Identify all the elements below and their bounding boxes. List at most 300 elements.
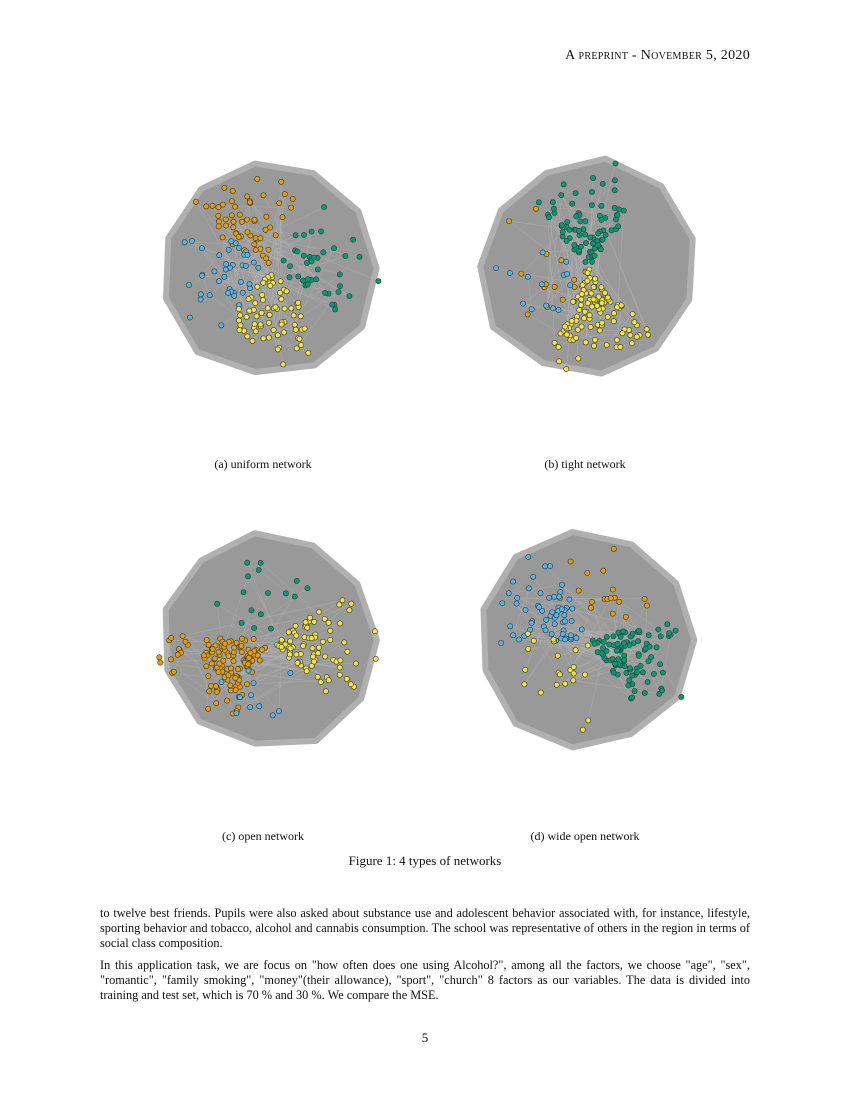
network-node — [309, 636, 314, 641]
network-node — [216, 213, 221, 218]
network-node — [304, 669, 309, 674]
network-node — [297, 336, 302, 341]
network-node — [596, 231, 601, 236]
network-node — [206, 674, 211, 679]
network-node — [224, 262, 229, 267]
network-node — [215, 601, 220, 606]
network-node — [560, 631, 565, 636]
network-node — [556, 307, 561, 312]
network-node — [499, 640, 504, 645]
network-node — [562, 613, 567, 618]
network-node — [239, 636, 244, 641]
network-node — [266, 320, 271, 325]
network-node — [630, 311, 635, 316]
network-node — [580, 283, 585, 288]
network-node — [599, 203, 604, 208]
network-node — [307, 615, 312, 620]
network-node — [250, 338, 255, 343]
network-node — [591, 175, 596, 180]
network-node — [645, 679, 650, 684]
network-node — [301, 643, 306, 648]
network-node — [574, 214, 579, 219]
network-node — [318, 680, 323, 685]
network-node — [226, 673, 231, 678]
network-node — [244, 217, 249, 222]
network-node — [634, 670, 639, 675]
network-node — [246, 668, 251, 673]
network-node — [590, 241, 595, 246]
network-node — [238, 279, 243, 284]
network-node — [546, 215, 551, 220]
network-node — [265, 306, 270, 311]
network-node — [322, 204, 327, 209]
network-node — [198, 297, 203, 302]
network-node — [622, 664, 627, 669]
network-node — [572, 277, 577, 282]
network-node — [293, 623, 298, 628]
network-node — [200, 273, 205, 278]
network-node — [632, 689, 637, 694]
network-node — [511, 633, 516, 638]
network-node — [228, 666, 233, 671]
network-node — [578, 244, 583, 249]
network-node — [206, 706, 211, 711]
network-node — [564, 238, 569, 243]
network-node — [258, 612, 263, 617]
network-node — [618, 634, 623, 639]
network-node — [679, 694, 684, 699]
network-node — [373, 656, 378, 661]
network-node — [665, 622, 670, 627]
network-node — [658, 634, 663, 639]
network-node — [656, 627, 661, 632]
network-node — [241, 590, 246, 595]
network-node — [258, 560, 263, 565]
network-node — [623, 614, 628, 619]
network-node — [592, 253, 597, 258]
network-node — [589, 259, 594, 264]
subcaption-a: (a) uniform network — [214, 457, 312, 471]
network-node — [551, 206, 556, 211]
network-node — [564, 366, 569, 371]
network-node — [519, 271, 524, 276]
network-node — [236, 307, 241, 312]
network-node — [576, 356, 581, 361]
network-node — [544, 617, 549, 622]
network-node — [627, 678, 632, 683]
network-node — [611, 546, 616, 551]
network-node — [237, 328, 242, 333]
network-node — [645, 332, 650, 337]
network-node — [589, 599, 594, 604]
network-node — [216, 650, 221, 655]
network-node — [238, 323, 243, 328]
network-node — [357, 254, 362, 259]
network-node — [526, 646, 531, 651]
network-node — [580, 727, 585, 732]
network-node — [315, 674, 320, 679]
network-node — [253, 329, 258, 334]
network-node — [507, 270, 512, 275]
network-node — [298, 314, 303, 319]
network-node — [294, 652, 299, 657]
network-node — [579, 297, 584, 302]
network-node — [323, 654, 328, 659]
network-node — [630, 631, 635, 636]
network-node — [237, 212, 242, 217]
network-node — [603, 232, 608, 237]
network-node — [563, 681, 568, 686]
network-node — [585, 570, 590, 575]
network-node — [529, 620, 534, 625]
network-node — [574, 335, 579, 340]
network-node — [587, 313, 592, 318]
network-node — [552, 622, 557, 627]
network-node — [266, 247, 271, 252]
network-node — [523, 607, 528, 612]
network-node — [616, 657, 621, 662]
network-node — [251, 681, 256, 686]
network-node — [578, 302, 583, 307]
network-node — [252, 322, 257, 327]
network-node — [372, 629, 377, 634]
network-node — [585, 278, 590, 283]
network-node — [210, 646, 215, 651]
figure-caption: Figure 1: 4 types of networks — [348, 853, 502, 868]
network-node — [507, 219, 512, 224]
network-node — [279, 644, 284, 649]
network-node — [239, 644, 244, 649]
network-node — [264, 214, 269, 219]
network-node — [279, 179, 284, 184]
network-node — [537, 605, 542, 610]
network-node — [320, 639, 325, 644]
network-node — [210, 203, 215, 208]
network-node — [642, 690, 647, 695]
network-node — [559, 582, 564, 587]
network-node — [261, 336, 266, 341]
network-node — [253, 301, 258, 306]
network-node — [268, 283, 273, 288]
network-node — [500, 601, 505, 606]
network-node — [340, 598, 345, 603]
network-node — [305, 586, 310, 591]
network-node — [595, 303, 600, 308]
network-node — [249, 608, 254, 613]
network-node — [246, 655, 251, 660]
network-node — [525, 631, 530, 636]
network-node — [609, 228, 614, 233]
network-node — [561, 182, 566, 187]
network-node — [563, 619, 568, 624]
network-node — [555, 653, 560, 658]
network-node — [239, 219, 244, 224]
network-node — [273, 305, 278, 310]
network-node — [263, 227, 268, 232]
network-node — [570, 299, 575, 304]
network-node — [224, 698, 229, 703]
network-node — [245, 194, 250, 199]
network-node — [245, 574, 250, 579]
network-node — [273, 233, 278, 238]
network-node — [244, 314, 249, 319]
network-node — [636, 628, 641, 633]
network-node — [559, 193, 564, 198]
subcaption-b: (b) tight network — [544, 457, 626, 471]
network-node — [508, 624, 513, 629]
network-node — [548, 564, 553, 569]
network-node — [260, 297, 265, 302]
network-node — [649, 654, 654, 659]
network-node — [261, 280, 266, 285]
network-node — [579, 627, 584, 632]
network-node — [564, 332, 569, 337]
network-node — [228, 683, 233, 688]
network-node — [286, 630, 291, 635]
network-node — [258, 246, 263, 251]
network-node — [213, 684, 218, 689]
network-node — [658, 662, 663, 667]
network-node — [550, 610, 555, 615]
network-node — [224, 223, 229, 228]
network-node — [526, 586, 531, 591]
network-node — [615, 213, 620, 218]
network-node — [565, 219, 570, 224]
network-node — [247, 308, 252, 313]
network-node — [209, 661, 214, 666]
network-node — [276, 709, 281, 714]
network-node — [247, 200, 252, 205]
network-node — [223, 217, 228, 222]
network-node — [302, 326, 307, 331]
network-node — [595, 650, 600, 655]
network-node — [610, 611, 615, 616]
network-node — [231, 225, 236, 230]
network-node — [592, 641, 597, 646]
network-node — [611, 311, 616, 316]
network-node — [588, 235, 593, 240]
network-node — [219, 323, 224, 328]
network-node — [237, 318, 242, 323]
network-node — [289, 306, 294, 311]
network-node — [600, 181, 605, 186]
network-node — [531, 574, 536, 579]
network-node — [591, 343, 596, 348]
network-node — [342, 640, 347, 645]
network-node — [583, 232, 588, 237]
network-node — [589, 203, 594, 208]
network-node — [557, 672, 562, 677]
network-node — [626, 683, 631, 688]
network-node — [289, 205, 294, 210]
network-node — [180, 633, 185, 638]
network-node — [621, 208, 626, 213]
network-node — [207, 689, 212, 694]
network-node — [572, 242, 577, 247]
network-node — [579, 291, 584, 296]
network-node — [614, 337, 619, 342]
network-node — [316, 645, 321, 650]
network-node — [597, 328, 602, 333]
network-node — [216, 224, 221, 229]
network-node — [567, 597, 572, 602]
network-node — [216, 670, 221, 675]
network-node — [613, 161, 618, 166]
network-node — [573, 648, 578, 653]
network-node — [628, 333, 633, 338]
network-node — [295, 660, 300, 665]
network-node — [353, 661, 358, 666]
network-node — [349, 601, 354, 606]
network-node — [576, 588, 581, 593]
network-node — [171, 669, 176, 674]
network-node — [293, 327, 298, 332]
network-node — [600, 237, 605, 242]
network-node — [282, 191, 287, 196]
network-node — [608, 596, 613, 601]
running-header: A preprint - November 5, 2020 — [565, 48, 750, 63]
network-node — [582, 309, 587, 314]
network-node — [640, 670, 645, 675]
network-node — [288, 639, 293, 644]
network-node — [245, 230, 250, 235]
network-node — [158, 660, 163, 665]
network-node — [292, 594, 297, 599]
network-node — [583, 219, 588, 224]
network-node — [229, 213, 234, 218]
network-node — [560, 229, 565, 234]
network-node — [560, 297, 565, 302]
network-node — [531, 638, 536, 643]
network-node — [254, 314, 259, 319]
network-node — [321, 250, 326, 255]
network-node — [259, 310, 264, 315]
network-node — [323, 689, 328, 694]
network-plot-tight — [463, 140, 713, 400]
network-node — [288, 646, 293, 651]
network-node — [538, 690, 543, 695]
network-node — [506, 591, 511, 596]
network-node — [265, 591, 270, 596]
network-node — [554, 682, 559, 687]
network-node — [659, 688, 664, 693]
network-node — [223, 267, 228, 272]
network-node — [214, 701, 219, 706]
network-node — [279, 637, 284, 642]
network-node — [279, 322, 284, 327]
network-node — [283, 591, 288, 596]
network-node — [630, 673, 635, 678]
network-node — [229, 199, 234, 204]
network-node — [547, 595, 552, 600]
network-node — [219, 680, 224, 685]
network-node — [326, 678, 331, 683]
network-node — [516, 637, 521, 642]
network-node — [569, 318, 574, 323]
network-node — [226, 653, 231, 658]
network-node — [544, 303, 549, 308]
network-node — [199, 246, 204, 251]
network-node — [214, 689, 219, 694]
network-node — [611, 634, 616, 639]
network-node — [589, 304, 594, 309]
network-node — [582, 672, 587, 677]
network-node — [208, 683, 213, 688]
network-node — [570, 606, 575, 611]
network-node — [583, 240, 588, 245]
network-node — [571, 678, 576, 683]
network-node — [239, 620, 244, 625]
network-node — [559, 223, 564, 228]
network-node — [267, 312, 272, 317]
network-node — [599, 285, 604, 290]
network-node — [245, 252, 250, 257]
network-node — [226, 290, 231, 295]
network-node — [579, 324, 584, 329]
network-node — [251, 260, 256, 265]
network-node — [222, 274, 227, 279]
network-node — [514, 601, 519, 606]
network-node — [601, 639, 606, 644]
network-node — [311, 659, 316, 664]
network-node — [238, 313, 243, 318]
network-node — [301, 278, 306, 283]
network-node — [257, 658, 262, 663]
network-node — [520, 301, 525, 306]
network-node — [323, 290, 328, 295]
network-node — [585, 643, 590, 648]
network-node — [559, 258, 564, 263]
network-node — [310, 646, 315, 651]
network-node — [622, 657, 627, 662]
network-node — [316, 651, 321, 656]
network-node — [551, 306, 556, 311]
network-node — [207, 293, 212, 298]
edge-mass — [166, 164, 377, 373]
network-node — [229, 239, 234, 244]
network-node — [338, 658, 343, 663]
network-node — [193, 199, 198, 204]
network-node — [282, 306, 287, 311]
network-node — [168, 657, 173, 662]
network-node — [610, 587, 615, 592]
network-node — [247, 281, 252, 286]
network-node — [556, 344, 561, 349]
network-node — [245, 334, 250, 339]
network-node — [629, 341, 634, 346]
network-node — [270, 713, 275, 718]
network-node — [201, 653, 206, 658]
network-node — [198, 292, 203, 297]
network-node — [599, 320, 604, 325]
network-node — [673, 628, 678, 633]
network-node — [258, 236, 263, 241]
network-node — [309, 229, 314, 234]
network-node — [571, 671, 576, 676]
network-node — [618, 344, 623, 349]
network-node — [611, 670, 616, 675]
network-node — [536, 200, 541, 205]
network-node — [237, 695, 242, 700]
network-node — [538, 591, 543, 596]
network-node — [660, 670, 665, 675]
network-node — [239, 650, 244, 655]
network-plot-open — [145, 512, 395, 772]
network-node — [604, 634, 609, 639]
network-node — [237, 245, 242, 250]
network-node — [301, 253, 306, 258]
network-node — [288, 670, 293, 675]
